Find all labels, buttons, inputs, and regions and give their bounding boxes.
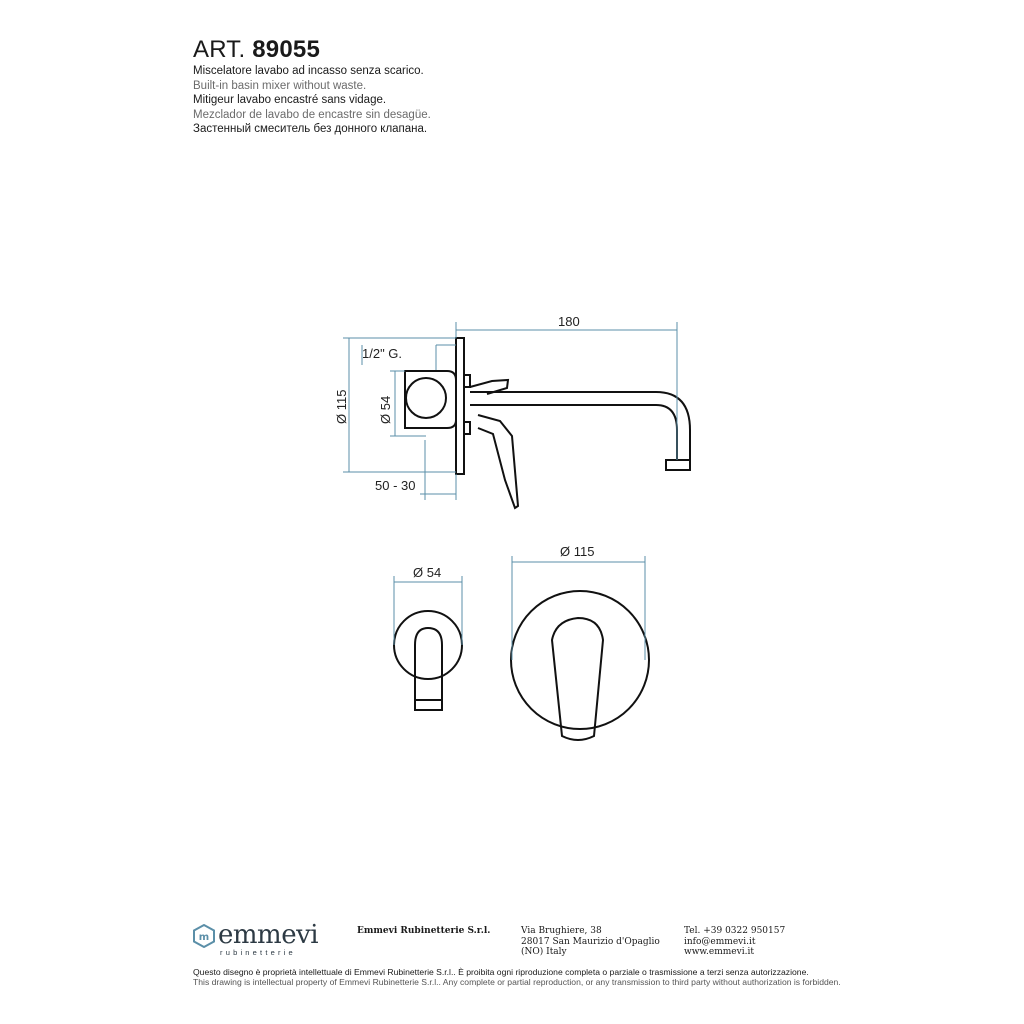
description-fr: Mitigeur lavabo encastré sans vidage. — [193, 94, 387, 106]
phone-number: Tel. +39 0322 950157 — [684, 926, 786, 936]
article-prefix: ART. — [193, 36, 246, 63]
legal-notice-it: Questo disegno è proprietà intellettuale di Emmevi Rubinetterie S.r.l.. È proibita ogni riproduzione completa o parziale o trasmissione a terzi senza autorizzazione. — [193, 967, 809, 977]
company-address — [521, 926, 660, 958]
description-ru: Застенный смеситель без донного клапана. — [193, 123, 428, 135]
front-lever — [552, 618, 603, 740]
svg-text:m: m — [198, 932, 210, 943]
email-link[interactable]: info@emmevi.it — [684, 936, 756, 947]
dim-plate-diameter-side: Ø 115 — [334, 389, 349, 424]
dim-plate-diameter-front: Ø 115 — [560, 544, 595, 559]
address-line: (NO) Italy — [521, 947, 567, 957]
address-line: 28017 San Maurizio d'Opaglio — [521, 936, 660, 947]
dim-spout-length: 180 — [558, 314, 580, 329]
connector-nut-top — [464, 375, 470, 387]
dim-body-diameter-front: Ø 54 — [413, 565, 442, 580]
spout-outlet — [666, 460, 690, 470]
side-view — [405, 338, 690, 508]
description-es: Mezclador de lavabo de encastre sin desagüe. — [193, 108, 431, 121]
company-contact — [684, 926, 785, 958]
lever-handle — [478, 415, 518, 508]
mixer-body — [405, 371, 456, 428]
description-it: Miscelatore lavabo ad incasso senza scarico. — [193, 65, 424, 77]
legal-notice — [193, 968, 841, 987]
emmevi-logo — [193, 920, 319, 957]
website-link[interactable]: www.emmevi.it — [684, 947, 754, 957]
front-view-plate — [511, 591, 649, 740]
wall-plate — [456, 338, 464, 474]
dim-body-diameter-side: Ø 54 — [378, 395, 393, 424]
article-number: 89055 — [252, 36, 320, 63]
legal-notice-en: This drawing is intellectual property of Emmevi Rubinetterie S.r.l.. Any complete or partial reproduction, or any transmission to third party without authorization is forbidden. — [193, 976, 841, 987]
body-cartridge — [406, 378, 446, 418]
dim-depth-range: 50 - 30 — [375, 478, 416, 493]
logo-mark-icon — [193, 924, 215, 948]
logo-subtitle: rubinetterie — [220, 948, 296, 957]
dim-thread: 1/2" G. — [362, 346, 403, 361]
connector-nut-bottom — [464, 422, 470, 434]
company-name: Emmevi Rubinetterie S.r.l. — [357, 926, 491, 936]
description-en: Built-in basin mixer without waste. — [193, 79, 367, 92]
logo-wordmark: emmevi — [218, 920, 319, 950]
address-line: Via Brughiere, 38 — [521, 926, 602, 936]
front-view-body — [394, 611, 462, 710]
